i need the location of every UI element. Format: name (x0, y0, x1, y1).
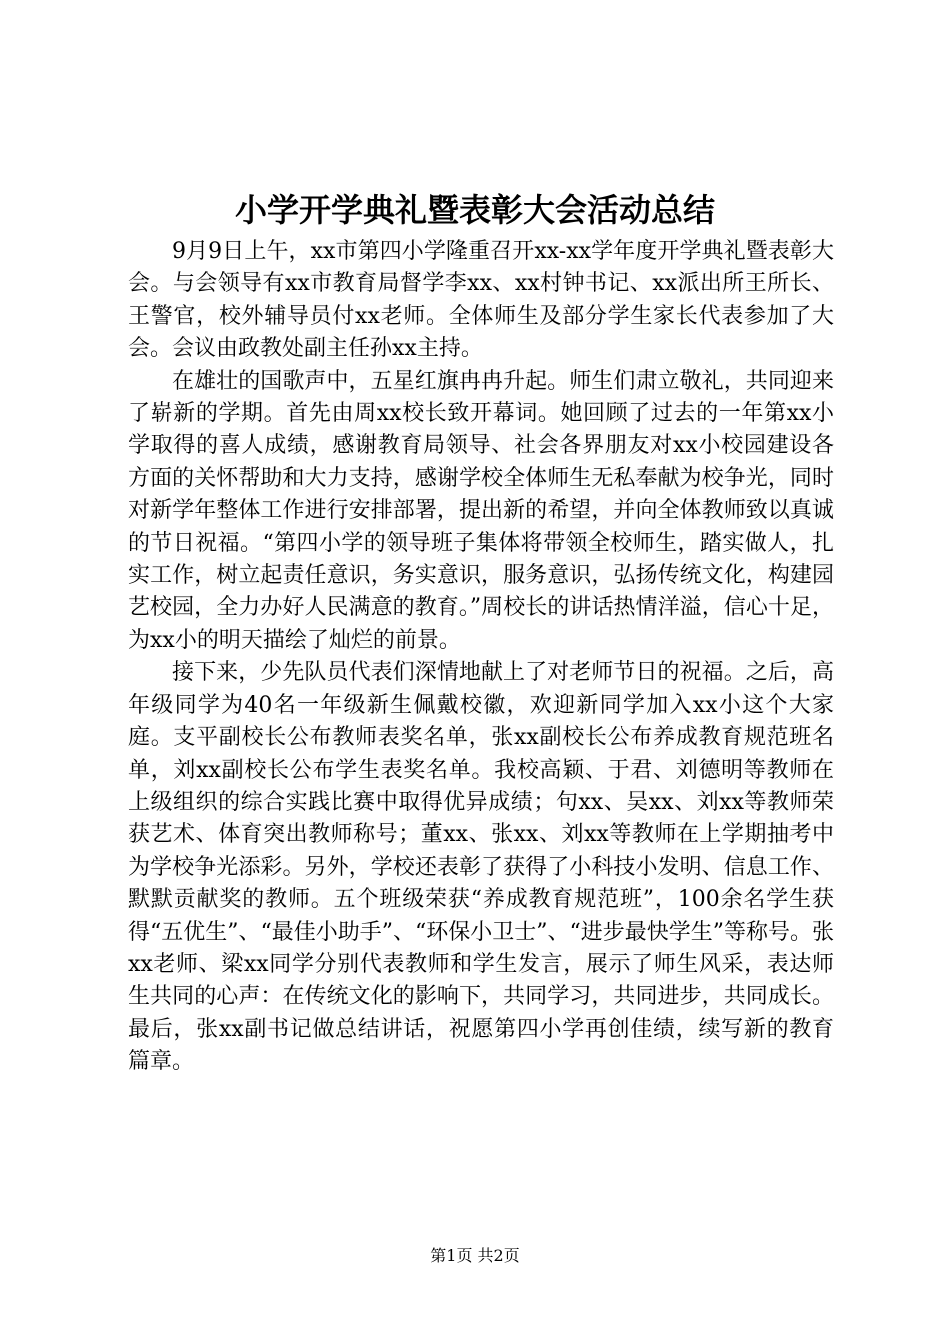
document-body (128, 236, 834, 1079)
paragraph-principal-speech: 在雄壮的国歌声中，五星红旗冉冉升起。师生们肃立敬礼，共同迎来了崭新的学期。首先由周xx校长致开幕词。她回顾了过去的一年第xx小学取得的喜人成绩，感谢教育局领导、社会各界朋友对xx小校园建设各方面的关怀帮助和大力支持，感谢学校全体师生无私奉献为校争光，同时对新学年整体工作进行安排部署，提出新的希望，并向全体教师致以真诚的节日祝福。“第四小学的领导班子集体将带领全校师生，踏实做人，扎实工作，树立起责任意识，务实意识，服务意识，弘扬传统文化，构建园艺校园，全力办好人民满意的教育。”周校长的讲话热情洋溢，信心十足，为xx小的明天描绘了灿烂的前景。 (128, 368, 834, 653)
paragraph-opening: 9月9日上午，xx市第四小学隆重召开xx-xx学年度开学典礼暨表彰大会。与会领导有xx市教育局督学李xx、xx村钟书记、xx派出所王所长、王警官，校外辅导员付xx老师。全体师生及部分学生家长代表参加了大会。会议由政教处副主任孙xx主持。 (128, 239, 834, 362)
page-number-footer: 第1页 共2页 (430, 1246, 520, 1265)
paragraph-awards: 接下来，少先队员代表们深情地献上了对老师节日的祝福。之后，高年级同学为40名一年级新生佩戴校徽，欢迎新同学加入xx小这个大家庭。支平副校长公布教师表奖名单，张xx副校长公布养成教育规范班名单，刘xx副校长公布学生表奖名单。我校高颖、于君、刘德明等教师在上级组织的综合实践比赛中取得优异成绩；句xx、吴xx、刘xx等教师荣获艺术、体育突出教师称号；董xx、张xx、刘xx等教师在上学期抽考中为学校争光添彩。另外，学校还表彰了获得了小科技小发明、信息工作、默默贡献奖的教师。五个班级荣获“养成教育规范班”，100余名学生获得“五优生”、“最佳小助手”、“环保小卫士”、“进步最快学生”等称号。张xx老师、梁xx同学分别代表教师和学生发言，展示了师生风采，表达师生共同的心声：在传统文化的影响下，共同学习，共同进步，共同成长。最后，张xx副书记做总结讲话，祝愿第四小学再创佳绩，续写新的教育篇章。 (128, 660, 834, 1075)
document-title: 小学开学典礼暨表彰大会活动总结 (234, 191, 715, 229)
